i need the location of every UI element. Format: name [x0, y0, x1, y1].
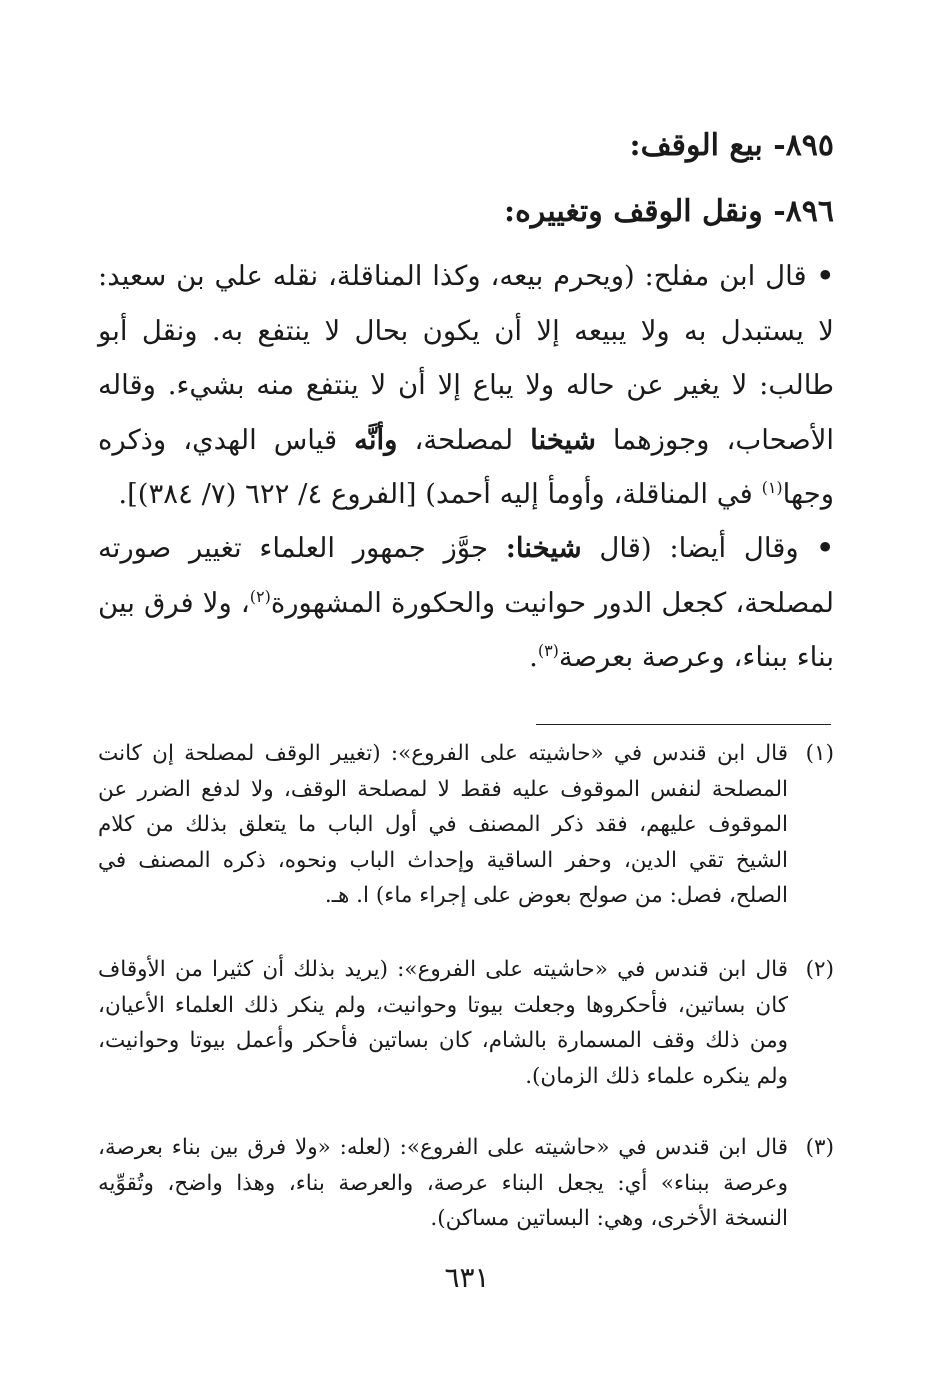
paragraph-text: قياس الهدي، وذكره وجها — [98, 423, 834, 510]
bold-term-sheikh: شيخنا — [530, 423, 596, 456]
paragraph-ibn-muflih — [98, 249, 834, 522]
paragraph-text: وقال أيضا: (قال — [599, 532, 799, 564]
paragraph-text: قال ابن مفلح: (ويحرم بيعه، وكذا المناقلة، نقله علي بن سعيد: لا يستبدل به ولا يبيعه إلا أن يكون بحال لا ينتفع به. ونقل أبو طالب: لا يغير عن حاله ولا يباع إلا أن لا ينتفع منه بشيء. وقاله الأصحاب، وجوزهما — [98, 260, 835, 456]
paragraph-text: جوَّز جمهور العلماء تغيير صورته لمصلحة، كجعل الدور حوانيت والحكورة المشهورة — [98, 532, 834, 619]
paragraph-text: لمصلحة، — [414, 423, 514, 456]
footnote-text: قال ابن قندس في «حاشيته على الفروع»: (يريد بذلك أن كثيرا من الأوقاف كان بساتين، فأحكروها وجعلت بيوتا وحوانيت، ولم ينكر ذلك العلماء الأعيان، ومن ذلك وقف المسمارة بالشام، كان بساتين فأحكر وأعمل بيوتا وحوانيت، ولم ينكره علماء ذلك الزمان). — [98, 957, 788, 1089]
page-number: ٦٣١ — [444, 1261, 490, 1294]
footnote-2 — [98, 952, 834, 1094]
section-heading-896: ٨٩٦- ونقل الوقف وتغييره: — [504, 194, 834, 229]
footnote-number: (١) — [805, 741, 834, 766]
bullet-marker: • — [816, 532, 834, 564]
footnote-number: (٢) — [805, 957, 834, 982]
footnote-number: (٣) — [805, 1135, 834, 1160]
bold-term-waannahu: وأنَّه — [354, 423, 398, 456]
footnote-text: قال ابن قندس في «حاشيته على الفروع»: (لعله: «ولا فرق بين بناء بعرصة، وعرصة ببناء» أي: يجعل البناء عرصة، والعرصة بناء، وهذا واضح، وتُقوِّيه النسخة الأخرى، وهي: البساتين مساكن). — [98, 1135, 788, 1231]
section-heading-895: ٨٩٥- بيع الوقف: — [629, 128, 834, 163]
bullet-marker: • — [816, 260, 835, 292]
footnote-ref-3: (٣) — [537, 640, 559, 660]
footnote-separator — [536, 724, 831, 725]
footnote-3 — [98, 1130, 834, 1237]
paragraph-text: . — [529, 641, 538, 673]
footnote-ref-2: (٢) — [249, 586, 271, 606]
footnote-ref-1: (١) — [761, 477, 783, 497]
footnote-text: قال ابن قندس في «حاشيته على الفروع»: (تغيير الوقف لمصلحة إن كانت المصلحة لنفس الموقوف عليه فقط لا لمصلحة الوقف، ولا لدفع الضرر عن الموقوف عليهم، فقد ذكر المصنف في أول الباب ما يتعلق بذلك من كلام الشيخ تقي الدين، وحفر الساقية وإحداث الباب ونحوه، ذكره المصنف في الصلح، فصل: من صولح بعوض على إجراء ماء) ا. هـ. — [98, 741, 788, 908]
paragraph-sheikh-quote — [98, 521, 834, 685]
bold-term-sheikh: شيخنا: — [505, 532, 582, 564]
paragraph-text: ، ولا فرق بين بناء ببناء، وعرصة بعرصة — [98, 586, 834, 673]
footnote-1 — [98, 736, 834, 914]
paragraph-text: في المناقلة، وأومأ إليه أحمد) [الفروع ٤/ ٦٢٢ (٧/ ٣٨٤)]. — [118, 478, 753, 510]
